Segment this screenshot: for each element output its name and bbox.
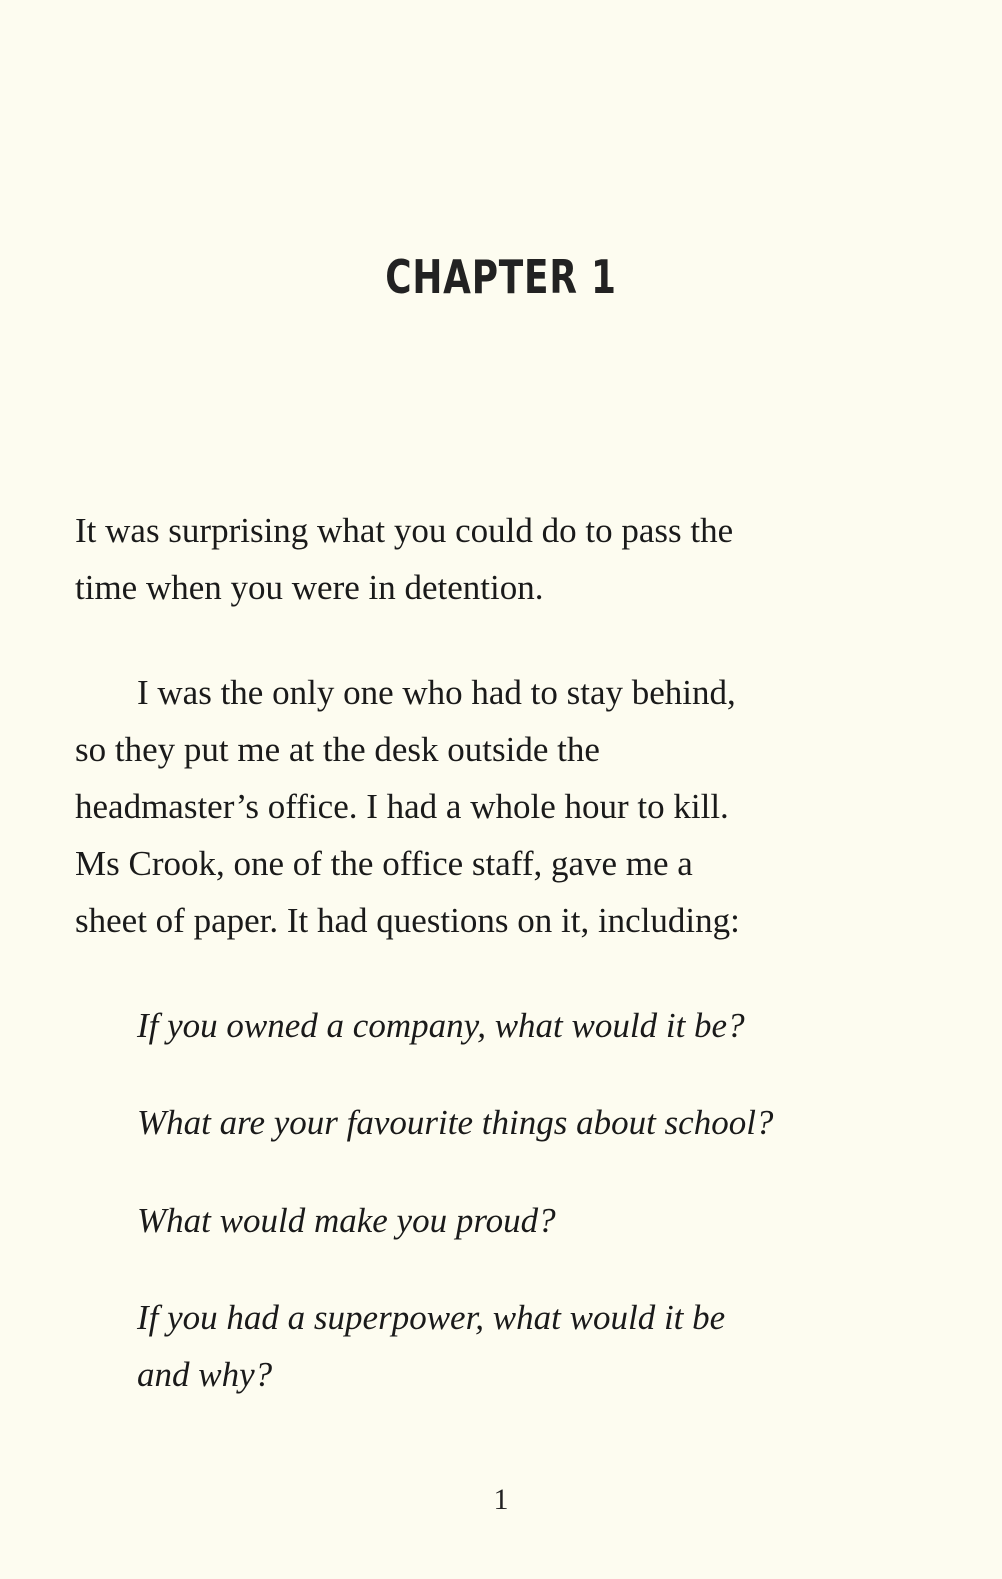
paragraph-1 [75, 502, 733, 616]
question-line: If you had a superpower, what would it be [137, 1298, 726, 1337]
question-line: If you owned a company, what would it be? [137, 1006, 745, 1045]
question-line: and why? [137, 1355, 273, 1394]
paragraph-line: headmaster’s office. I had a whole hour to kill. [75, 787, 729, 826]
page-number: 1 [493, 1483, 509, 1516]
question-3 [137, 1192, 556, 1249]
paragraph-line: time when you were in detention. [75, 568, 544, 607]
paragraph-line: Ms Crook, one of the office staff, gave me a [75, 844, 693, 883]
chapter-title: CHAPTER 1 [385, 250, 617, 304]
question-2 [137, 1094, 773, 1151]
question-1 [137, 997, 745, 1054]
question-line: What would make you proud? [137, 1201, 556, 1240]
question-4 [137, 1289, 725, 1403]
paragraph-2 [75, 664, 740, 949]
question-line: What are your favourite things about school? [137, 1103, 774, 1142]
paragraph-line: It was surprising what you could do to pass the [75, 511, 734, 550]
paragraph-line: I was the only one who had to stay behind, [137, 673, 736, 712]
paragraph-line: so they put me at the desk outside the [75, 730, 600, 769]
paragraph-line: sheet of paper. It had questions on it, including: [75, 901, 740, 940]
